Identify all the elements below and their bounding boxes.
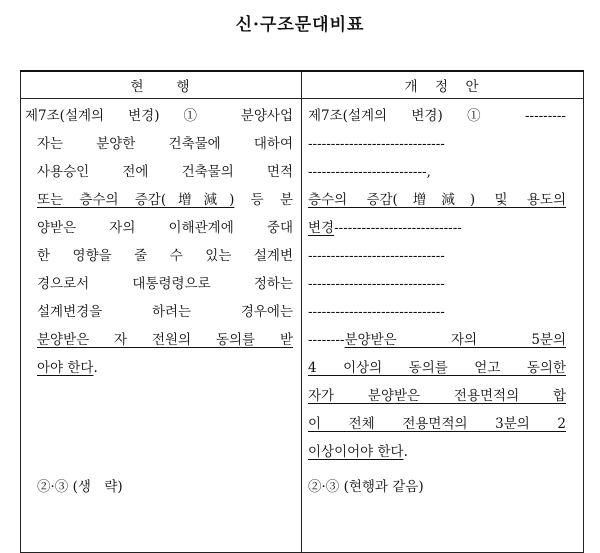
table-body-row bbox=[21, 99, 584, 553]
revised-line-5-underlined: 변경 bbox=[308, 220, 335, 236]
current-line-10-underlined: 아야 한다 bbox=[37, 360, 94, 376]
revised-line-11: 자가 분양받은 전용면적의 합 bbox=[308, 388, 566, 404]
revised-text-cell bbox=[302, 99, 584, 553]
current-line-last: ②·③ (생 략) bbox=[37, 479, 123, 495]
revised-line-6: ------------------------------ bbox=[308, 248, 445, 264]
current-line-9: 분양받은 자 전원의 동의를 받 bbox=[37, 332, 293, 348]
current-text-cell bbox=[21, 99, 302, 553]
table-header-row bbox=[21, 71, 584, 99]
revised-line-4: 층수의 증감(增減) 및 용도의 bbox=[308, 192, 566, 208]
current-line-6: 한 영향을 줄 수 있는 설계변 bbox=[37, 248, 293, 264]
revised-line-8: ------------------------------ bbox=[308, 304, 445, 320]
header-current: 현 행 bbox=[21, 71, 302, 99]
current-line-2: 자는 분양한 건축물에 대하여 bbox=[37, 136, 293, 152]
current-line-10 bbox=[37, 360, 293, 376]
revised-line-13-period: . bbox=[403, 444, 408, 460]
revised-line-2: ------------------------------ bbox=[308, 136, 445, 152]
revised-line-5 bbox=[308, 220, 566, 236]
current-line-10-period: . bbox=[93, 360, 98, 376]
revised-line-13-underlined: 이상이어야 한다 bbox=[308, 444, 404, 460]
current-line-1: 제7조(설계의 변경) ① 분양사업 bbox=[25, 108, 293, 124]
revised-line-9-dashes: -------- bbox=[308, 332, 345, 348]
revised-line-7: ------------------------------ bbox=[308, 276, 445, 292]
current-line-8: 설계변경을 하려는 경우에는 bbox=[37, 304, 293, 320]
revised-line-12: 이 전체 전용면적의 3분의 2 bbox=[308, 416, 566, 432]
comparison-table bbox=[20, 70, 584, 553]
revised-line-5-dashes: ---------------------------- bbox=[334, 220, 462, 236]
revised-line-9-underlined: 분양받은 자의 5분의 bbox=[344, 332, 566, 348]
current-line-7: 경으로서 대통령령으로 정하는 bbox=[37, 276, 293, 292]
header-revised: 개 정 안 bbox=[302, 71, 584, 99]
current-line-4-underlined: 또는 층수의 증감(增減) bbox=[37, 192, 235, 208]
current-line-3: 사용승인 전에 건축물의 면적 bbox=[37, 164, 293, 180]
revised-line-last: ②·③ (현행과 같음) bbox=[308, 479, 424, 495]
revised-line-13 bbox=[308, 444, 566, 460]
document-title: 신·구조문대비표 bbox=[235, 15, 365, 35]
revised-line-1: 제7조(설계의 변경) ① --------- bbox=[308, 108, 566, 124]
revised-line-3: --------------------------, bbox=[308, 164, 431, 180]
revised-line-9 bbox=[308, 332, 566, 348]
revised-line-10: 4 이상의 동의를 얻고 동의한 bbox=[308, 360, 566, 376]
current-line-5: 양받은 자의 이해관계에 중대 bbox=[37, 220, 293, 236]
current-line-4-rest: 등 분 bbox=[234, 192, 294, 208]
current-line-4 bbox=[37, 192, 293, 208]
